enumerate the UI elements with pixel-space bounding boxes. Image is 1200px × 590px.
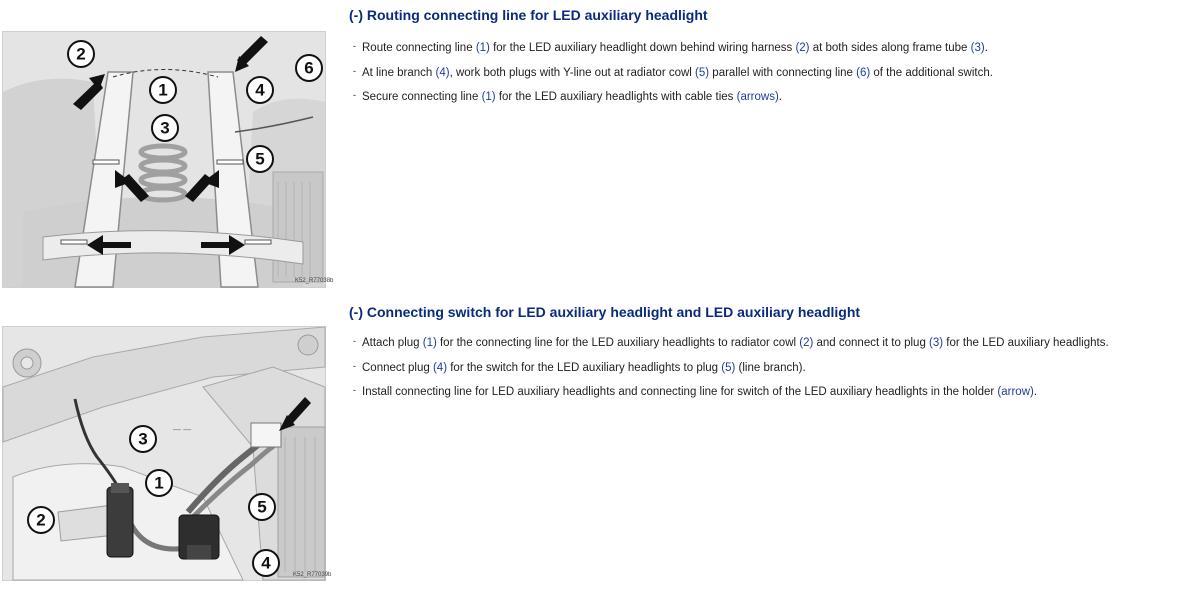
instruction-step — [353, 88, 993, 113]
step-text: . — [1033, 386, 1038, 398]
callout-3 — [152, 115, 178, 141]
bullet: - — [353, 336, 356, 346]
step-text: (line branch). — [735, 361, 806, 374]
reference-ref: (1) — [475, 42, 490, 54]
callout-4 — [247, 77, 273, 103]
step-text: . — [778, 91, 782, 103]
callout-3 — [130, 426, 156, 452]
step-text: for the LED auxiliary headlight down behind wiring harness — [489, 42, 796, 54]
step-text: for the LED auxiliary headlights. — [943, 337, 1109, 349]
step-text: , work both plugs with Y-line out at radiator cowl — [449, 66, 696, 79]
callout-6 — [296, 55, 322, 81]
step-text: At line branch — [362, 66, 436, 79]
svg-text:2: 2 — [76, 44, 86, 64]
step-text: Secure connecting line — [362, 91, 482, 103]
svg-text:1: 1 — [158, 80, 168, 100]
step-text: Connect plug — [362, 361, 433, 374]
reference-ref: (1) — [422, 337, 437, 349]
step-text: . — [984, 42, 988, 54]
svg-text:6: 6 — [304, 58, 314, 78]
reference-ref: (3) — [929, 337, 944, 349]
svg-text:1: 1 — [154, 473, 164, 493]
svg-text:5: 5 — [255, 149, 265, 169]
routing-illustration — [2, 31, 334, 288]
instruction-list — [353, 334, 1109, 408]
step-text: for the switch for the LED auxiliary headlights to plug — [447, 361, 722, 374]
svg-text:4: 4 — [261, 553, 271, 573]
section-title: (-) Connecting switch for LED auxiliary headlight and LED auxiliary headlight — [349, 304, 861, 320]
instruction-step — [353, 334, 1109, 359]
instruction-step — [353, 359, 1109, 384]
bullet: - — [353, 90, 356, 100]
bullet: - — [353, 360, 356, 371]
reference-ref: (6) — [856, 66, 871, 79]
svg-text:2: 2 — [36, 510, 46, 530]
callout-1 — [146, 470, 172, 496]
connecting-diagram — [3, 327, 332, 580]
reference-ref: (3) — [970, 42, 985, 54]
callout-1 — [150, 77, 176, 103]
svg-text:3: 3 — [160, 118, 170, 138]
step-text: Attach plug — [362, 337, 423, 349]
step-text: and connect it to plug — [813, 337, 930, 349]
instruction-step — [353, 383, 1109, 408]
bullet: - — [353, 65, 356, 76]
figure-code: K52_R77039b — [293, 572, 332, 578]
svg-text:— —: — — — [173, 425, 192, 434]
step-text: of the additional switch. — [870, 66, 993, 79]
figure-code: K52_R77038b — [295, 278, 334, 284]
svg-text:4: 4 — [255, 80, 265, 100]
step-text: Install connecting line for LED auxiliary headlights and connecting line for switch of the LED auxiliary headlights in the holder — [362, 386, 998, 398]
callout-5 — [247, 146, 273, 172]
instruction-list — [353, 39, 993, 113]
bullet: - — [353, 385, 356, 395]
section-connecting-switch — [0, 296, 1200, 590]
step-text: Route connecting line — [362, 42, 476, 54]
reference-ref: (4) — [435, 66, 450, 79]
reference-ref: (2) — [795, 42, 810, 54]
reference-ref: (arrow) — [997, 386, 1034, 398]
callout-2 — [68, 41, 94, 67]
section-routing — [0, 0, 1200, 290]
step-text: parallel with connecting line — [709, 66, 857, 79]
section-title: (-) Routing connecting line for LED auxiliary headlight — [349, 7, 708, 23]
instruction-step — [353, 39, 993, 64]
routing-diagram — [3, 32, 334, 287]
reference-ref: (2) — [799, 337, 814, 349]
connecting-illustration — [2, 326, 332, 581]
step-text: for the connecting line for the LED auxiliary headlights to radiator cowl — [436, 337, 800, 349]
svg-text:3: 3 — [138, 429, 148, 449]
callout-4 — [253, 550, 279, 576]
instruction-step — [353, 64, 993, 89]
step-text: for the LED auxiliary headlights with cable ties — [495, 91, 737, 103]
callout-5 — [249, 494, 275, 520]
reference-ref: (5) — [721, 361, 736, 374]
svg-text:5: 5 — [257, 497, 267, 517]
reference-ref: (1) — [481, 91, 496, 103]
reference-ref: (arrows) — [736, 91, 779, 103]
callout-2 — [28, 507, 54, 533]
reference-ref: (4) — [432, 361, 448, 374]
bullet: - — [353, 41, 356, 51]
step-text: at both sides along frame tube — [809, 42, 971, 54]
reference-ref: (5) — [695, 66, 710, 79]
